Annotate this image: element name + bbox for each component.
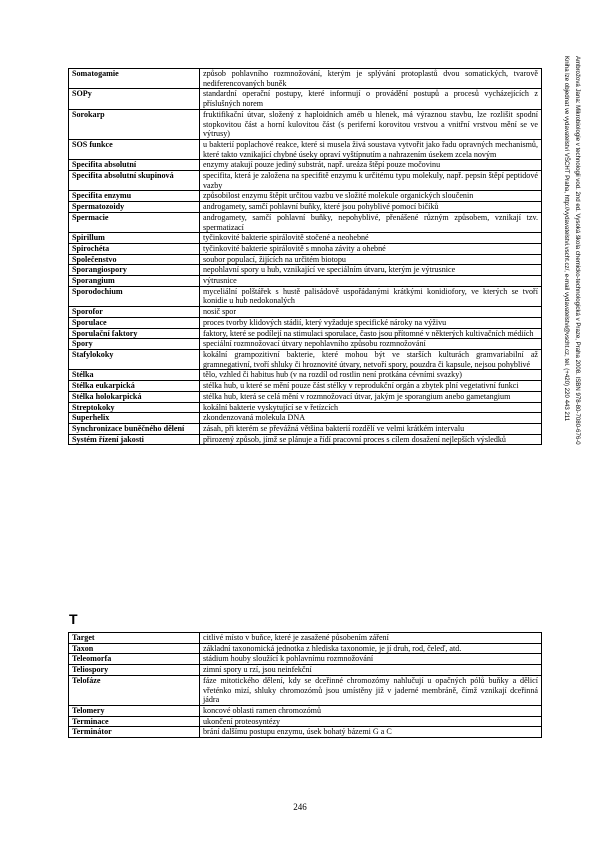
glossary-row: [69, 160, 542, 171]
glossary-row: [69, 254, 542, 265]
glossary-term: Systém řízení jakosti: [69, 434, 200, 445]
glossary-row: [69, 307, 542, 318]
glossary-term: Teleomorfa: [69, 654, 200, 665]
page-number: 246: [293, 802, 307, 812]
glossary-row: [69, 286, 542, 306]
glossary-term: Spirillum: [69, 233, 200, 244]
glossary-row: [69, 89, 542, 109]
glossary-definition: citlivé místo v buňce, které je zasažené působením záření: [200, 633, 542, 644]
glossary-definition: kokální bakterie vyskytující se v řetízcích: [200, 402, 542, 413]
glossary-definition: speciální rozmnožovací útvary nepohlavního způsobu rozmnožování: [200, 339, 542, 350]
glossary-row: [69, 349, 542, 369]
glossary-definition: výtrusnice: [200, 276, 542, 287]
glossary-definition: přirozený způsob, jímž se plánuje a řídí pracovní proces s cílem dosažení nejlepších výsledků: [200, 434, 542, 445]
glossary-term: Sporulační faktory: [69, 328, 200, 339]
glossary-definition: enzymy atakují pouze jediný substrát, např. ureáza štěpí pouze močovinu: [200, 160, 542, 171]
glossary-definition: androgamety, samčí pohlavní buňky, které jsou pohyblivé pomocí bičíků: [200, 202, 542, 213]
glossary-row: [69, 212, 542, 232]
glossary-definition: zásah, při kterém se převážná většina bakterií rozdělí ve velmi krátkém intervalu: [200, 423, 542, 434]
glossary-row: [69, 69, 542, 89]
glossary-table-t: [68, 632, 542, 738]
glossary-definition: fáze mitotického dělení, kdy se dceřinné chromozómy nahlučují u opačných pólů buňky a dělicí vřeténko mizí, shluky chromozómů jsou umístěny již v jaderné membráně, čímž vznikají dceřinná jádra: [200, 675, 542, 705]
glossary-row: [69, 665, 542, 676]
glossary-definition: nosič spor: [200, 307, 542, 318]
glossary-term: Stélka: [69, 370, 200, 381]
glossary-term: Terminace: [69, 716, 200, 727]
glossary-term: SOPy: [69, 89, 200, 109]
glossary-definition: standardní operační postupy, které informují o provádění postupů a procesů vycházejících z příslušných norem: [200, 89, 542, 109]
glossary-definition: specifita, která je založena na specifitě enzymu k určitému typu molekuly, např. pepsin štěpí peptidové vazby: [200, 171, 542, 191]
glossary-row: [69, 391, 542, 402]
glossary-term: Spermatozoidy: [69, 202, 200, 213]
glossary-row: [69, 434, 542, 445]
glossary-term: Sporofor: [69, 307, 200, 318]
glossary-table-s-body: [69, 69, 542, 445]
glossary-term: Taxon: [69, 643, 200, 654]
glossary-term: Sporodochium: [69, 286, 200, 306]
glossary-row: [69, 171, 542, 191]
glossary-term: Spirochéta: [69, 243, 200, 254]
glossary-term: Sorokarp: [69, 109, 200, 139]
glossary-row: [69, 643, 542, 654]
glossary-term: Specifita absolutní skupinová: [69, 171, 200, 191]
glossary-definition: základní taxonomická jednotka z hlediska taxonomie, je jí druh, rod, čeleď, atd.: [200, 643, 542, 654]
glossary-definition: tělo, vzhled či habitus hub (v na rozdíl od rostlin není protkána cévními svazky): [200, 370, 542, 381]
glossary-definition: kokální grampozitivní bakterie, které mohou být ve starších kulturách gramvariabilní až gramnegativní, tvoří shluky či hroznovité útvary, netvoří spory, pouzdra či kapsule, nejsou pohyblivé: [200, 349, 542, 369]
glossary-definition: nepohlavní spory u hub, vznikající ve speciálním útvaru, kterým je výtrusnice: [200, 265, 542, 276]
glossary-term: Terminátor: [69, 727, 200, 738]
glossary-definition: způsobilost enzymu štěpit určitou vazbu ve složité molekule organických sloučenin: [200, 191, 542, 202]
glossary-row: [69, 675, 542, 705]
glossary-definition: stélka hub, která se celá mění v rozmnožovací útvar, jakým je sporangium anebo gametangium: [200, 391, 542, 402]
glossary-term: SOS funkce: [69, 139, 200, 159]
glossary-definition: zkondenzovaná molekula DNA: [200, 413, 542, 424]
glossary-term: Spermacie: [69, 212, 200, 232]
glossary-row: [69, 276, 542, 287]
glossary-term: Stafylokoky: [69, 349, 200, 369]
glossary-term: Teliospory: [69, 665, 200, 676]
glossary-row: [69, 633, 542, 644]
glossary-definition: tyčinkovité bakterie spirálovitě stočené a neohebné: [200, 233, 542, 244]
glossary-term: Stélka holokarpická: [69, 391, 200, 402]
glossary-row: [69, 654, 542, 665]
glossary-term: Sporulace: [69, 317, 200, 328]
glossary-definition: myceliální polštářek s hustě palisádově uspořádanými krátkými konidiofory, ve kterých se tvoří konidie u hub nedokonalých: [200, 286, 542, 306]
glossary-term: Spory: [69, 339, 200, 350]
glossary-term: Superhelix: [69, 413, 200, 424]
glossary-definition: tyčinkovité bakterie spirálovitě s mnoha závity a ohebné: [200, 243, 542, 254]
glossary-term: Streptokoky: [69, 402, 200, 413]
glossary-table-s: [68, 68, 542, 445]
section-letter-t: T: [69, 611, 78, 627]
glossary-definition: zimní spory u rzí, jsou neinfekční: [200, 665, 542, 676]
glossary-definition: u bakterií poplachové reakce, které si musela živá soustava vytvořit jako řadu opravných mechanismů, které takto vznikající chybné úseky opraví vyštípnutím a nahrazením úsekem zcela novým: [200, 139, 542, 159]
side-note: [551, 56, 586, 596]
glossary-term: Specifita enzymu: [69, 191, 200, 202]
glossary-row: [69, 381, 542, 392]
glossary-definition: androgamety, samčí pohlavní buňky, nepohyblivé, přenášené různým způsobem, vznikají tzv. spermatizací: [200, 212, 542, 232]
glossary-term: Sporangium: [69, 276, 200, 287]
glossary-row: [69, 413, 542, 424]
glossary-row: [69, 370, 542, 381]
side-note-line-ordering: Kniha lze objednat ve vydavatelství VŠCHT Praha, http://vydavatelstvi.vscht.cz/, e-mail vydavatelstvi@vscht.cz, tel. (+420) 220 443 211: [563, 56, 570, 422]
glossary-term: Stélka eukarpická: [69, 381, 200, 392]
glossary-row: [69, 202, 542, 213]
glossary-definition: proces tvorby klidových stádií, který vyžaduje specifické nároky na výživu: [200, 317, 542, 328]
glossary-term: Synchronizace buněčného dělení: [69, 423, 200, 434]
glossary-term: Společenstvo: [69, 254, 200, 265]
glossary-definition: stádium houby sloužící k pohlavnímu rozmnožování: [200, 654, 542, 665]
glossary-row: [69, 716, 542, 727]
glossary-row: [69, 191, 542, 202]
glossary-table-t-body: [69, 633, 542, 738]
glossary-definition: stélka hub, u které se mění pouze část stélky v reprodukční orgán a zbytek plní vegetativní funkci: [200, 381, 542, 392]
glossary-definition: fruktifikační útvar, složený z haploidních améb u hlenek, má výraznou stavbu, lze rozlišit spodní stopkovitou část a horní kulovitou část (s periferní korovitou vrstvou a vnitřní vrstvou mění se ve výtrusy): [200, 109, 542, 139]
glossary-term: Sporangiospory: [69, 265, 200, 276]
glossary-term: Somatogamie: [69, 69, 200, 89]
glossary-term: Telofáze: [69, 675, 200, 705]
glossary-row: [69, 705, 542, 716]
glossary-row: [69, 423, 542, 434]
glossary-definition: faktory, které se podílejí na stimulaci sporulace, často jsou přítomné v některých kultivačních médiích: [200, 328, 542, 339]
glossary-row: [69, 109, 542, 139]
glossary-row: [69, 139, 542, 159]
glossary-term: Specifita absolutní: [69, 160, 200, 171]
glossary-term: Telomery: [69, 705, 200, 716]
glossary-row: [69, 328, 542, 339]
glossary-row: [69, 317, 542, 328]
side-note-line-citation: Ambrožová Jana: Mikrobiologie v technologii vod. 2nd ed. Vysoká škola chemicko-technologická v Praze, Praha 2008. ISBN 978-80-7080-676-0: [574, 56, 581, 445]
glossary-definition: brání dalšímu postupu enzymu, úsek bohatý bázemi G a C: [200, 727, 542, 738]
glossary-row: [69, 339, 542, 350]
glossary-definition: koncové oblasti ramen chromozómů: [200, 705, 542, 716]
glossary-definition: soubor populací, žijících na určitém biotopu: [200, 254, 542, 265]
glossary-row: [69, 233, 542, 244]
glossary-row: [69, 727, 542, 738]
glossary-row: [69, 402, 542, 413]
glossary-row: [69, 265, 542, 276]
glossary-definition: způsob pohlavního rozmnožování, kterým je splývání protoplastů dvou somatických, tvarově nediferencovaných buněk: [200, 69, 542, 89]
glossary-definition: ukončení proteosyntézy: [200, 716, 542, 727]
glossary-row: [69, 243, 542, 254]
glossary-term: Target: [69, 633, 200, 644]
